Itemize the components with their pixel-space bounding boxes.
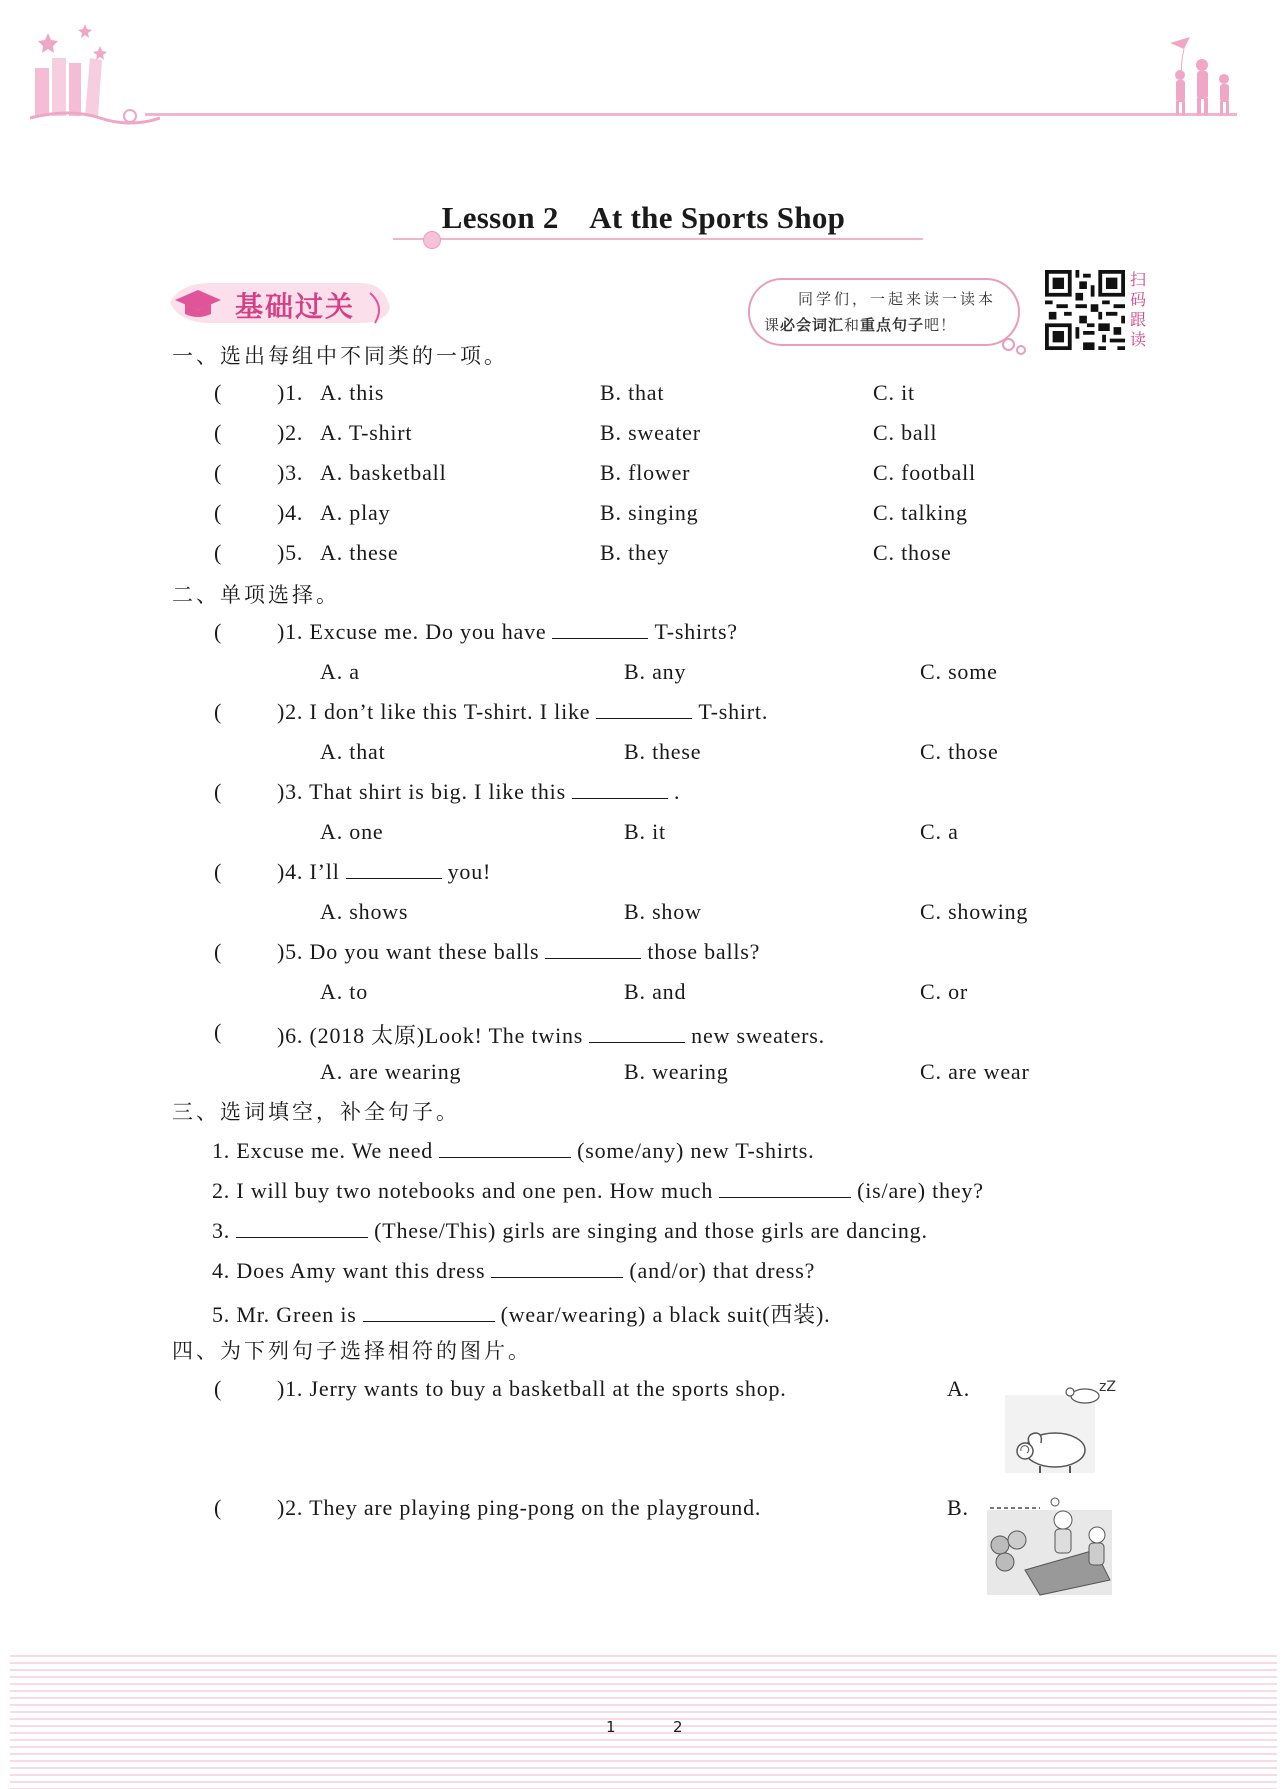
option-b: B. singing	[600, 500, 699, 525]
picture-option-label: B.	[947, 1495, 969, 1520]
picture-option-label: A.	[947, 1376, 970, 1401]
item-number: )3.	[277, 460, 304, 485]
option-a: A. basketball	[320, 460, 447, 485]
option-c: C. are wear	[920, 1059, 1030, 1084]
question-text: )6. (2018 太原)Look! The twins new sweaters.	[277, 1023, 825, 1048]
section-3-heading: 三、选词填空，补全句子。	[172, 1100, 460, 1124]
fill-in-sentence: 1. Excuse me. We need (some/any) new T-shirts.	[212, 1138, 815, 1163]
option-b: B. and	[624, 979, 687, 1004]
answer-paren[interactable]: (	[214, 1495, 222, 1520]
answer-paren[interactable]: (	[214, 420, 222, 445]
option-a: A. play	[320, 500, 391, 525]
answer-paren[interactable]: (	[214, 1376, 222, 1401]
option-b: B. show	[624, 899, 702, 924]
book-logo-decoration	[30, 18, 160, 133]
option-c: C. football	[873, 460, 976, 485]
option-c: C. a	[920, 819, 959, 844]
item-number: )4.	[277, 500, 304, 525]
option-c: C. it	[873, 380, 915, 405]
answer-blank[interactable]	[545, 940, 641, 959]
item-number: )2.	[277, 420, 304, 445]
answer-paren[interactable]: (	[214, 460, 222, 485]
answer-paren[interactable]: (	[214, 540, 222, 565]
question-text: )1. Excuse me. Do you have T-shirts?	[277, 619, 738, 644]
option-a: A. shows	[320, 899, 409, 924]
title-dot	[423, 231, 441, 249]
option-c: C. some	[920, 659, 998, 684]
question-text: )1. Jerry wants to buy a basketball at the sports shop.	[277, 1376, 787, 1401]
section-2-heading: 二、单项选择。	[172, 583, 340, 607]
footer-lines	[10, 1655, 1277, 1789]
option-b: B. wearing	[624, 1059, 729, 1084]
answer-paren[interactable]: (	[214, 1019, 222, 1044]
option-a: A. are wearing	[320, 1059, 462, 1084]
option-c: C. ball	[873, 420, 938, 445]
fill-in-sentence: 4. Does Amy want this dress (and/or) that dress?	[212, 1258, 816, 1283]
answer-paren[interactable]: (	[214, 380, 222, 405]
section-badge-label: 基础过关	[235, 290, 356, 323]
option-c: C. those	[873, 540, 952, 565]
option-c: C. showing	[920, 899, 1029, 924]
item-number: )1.	[277, 380, 304, 405]
answer-blank[interactable]	[596, 700, 692, 719]
scan-to-read-label: 扫码跟读	[1130, 270, 1147, 349]
option-c: C. talking	[873, 500, 968, 525]
bubble-line-1: 同学们，一起来读一读本	[798, 290, 997, 308]
option-c: C. or	[920, 979, 968, 1004]
answer-paren[interactable]: (	[214, 500, 222, 525]
sleeping-sheep-picture	[995, 1365, 1130, 1475]
option-a: A. these	[320, 540, 399, 565]
option-b: B. these	[624, 739, 702, 764]
option-b: B. sweater	[600, 420, 701, 445]
option-b: B. flower	[600, 460, 691, 485]
snore-caption: zZ	[1099, 1379, 1116, 1395]
bubble-tail-dot-small	[1016, 345, 1026, 355]
answer-blank[interactable]	[439, 1139, 571, 1158]
speech-bubble	[748, 278, 1020, 346]
bubble-tail-dot	[1002, 338, 1015, 351]
option-a: A. one	[320, 819, 384, 844]
qr-code-icon[interactable]	[1045, 270, 1125, 350]
question-text: )2. They are playing ping-pong on the playground.	[277, 1495, 762, 1520]
section-1-heading: 一、选出每组中不同类的一项。	[172, 344, 508, 368]
children-kite-decoration	[1160, 35, 1240, 117]
fill-in-sentence: 3. (These/This) girls are singing and those girls are dancing.	[212, 1218, 928, 1243]
option-a: A. a	[320, 659, 360, 684]
option-c: C. those	[920, 739, 999, 764]
option-a: A. T-shirt	[320, 420, 413, 445]
option-b: B. they	[600, 540, 670, 565]
header-rule	[145, 113, 1237, 116]
option-a: A. that	[320, 739, 386, 764]
option-b: B. it	[624, 819, 666, 844]
children-ping-pong-picture	[985, 1490, 1115, 1600]
answer-blank[interactable]	[363, 1303, 495, 1322]
answer-paren[interactable]: (	[214, 779, 222, 804]
answer-blank[interactable]	[719, 1179, 851, 1198]
answer-blank[interactable]	[572, 780, 668, 799]
option-b: B. that	[600, 380, 665, 405]
option-a: A. this	[320, 380, 385, 405]
option-b: B. any	[624, 659, 687, 684]
title-underline	[393, 238, 923, 240]
question-text: )2. I don’t like this T-shirt. I like T-shirt.	[277, 699, 769, 724]
item-number: )5.	[277, 540, 304, 565]
option-a: A. to	[320, 979, 368, 1004]
answer-paren[interactable]: (	[214, 699, 222, 724]
question-text: )3. That shirt is big. I like this .	[277, 779, 681, 804]
answer-paren[interactable]: (	[214, 859, 222, 884]
answer-paren[interactable]: (	[214, 619, 222, 644]
answer-paren[interactable]: (	[214, 939, 222, 964]
section-4-heading: 四、为下列句子选择相符的图片。	[172, 1339, 532, 1363]
answer-blank[interactable]	[346, 860, 442, 879]
answer-blank[interactable]	[491, 1259, 623, 1278]
lesson-title: Lesson 2 At the Sports Shop	[441, 200, 846, 235]
fill-in-sentence: 5. Mr. Green is (wear/wearing) a black suit(西装).	[212, 1302, 831, 1327]
answer-blank[interactable]	[552, 620, 648, 639]
answer-blank[interactable]	[236, 1219, 368, 1238]
question-text: )5. Do you want these balls those balls?	[277, 939, 761, 964]
fill-in-sentence: 2. I will buy two notebooks and one pen. How much (is/are) they?	[212, 1178, 984, 1203]
page-number-left: 1	[606, 1718, 616, 1736]
bubble-line-2: 课必会词汇和重点句子吧！	[764, 316, 957, 334]
question-text: )4. I’ll you!	[277, 859, 492, 884]
answer-blank[interactable]	[589, 1024, 685, 1043]
page-number-right: 2	[673, 1718, 683, 1736]
